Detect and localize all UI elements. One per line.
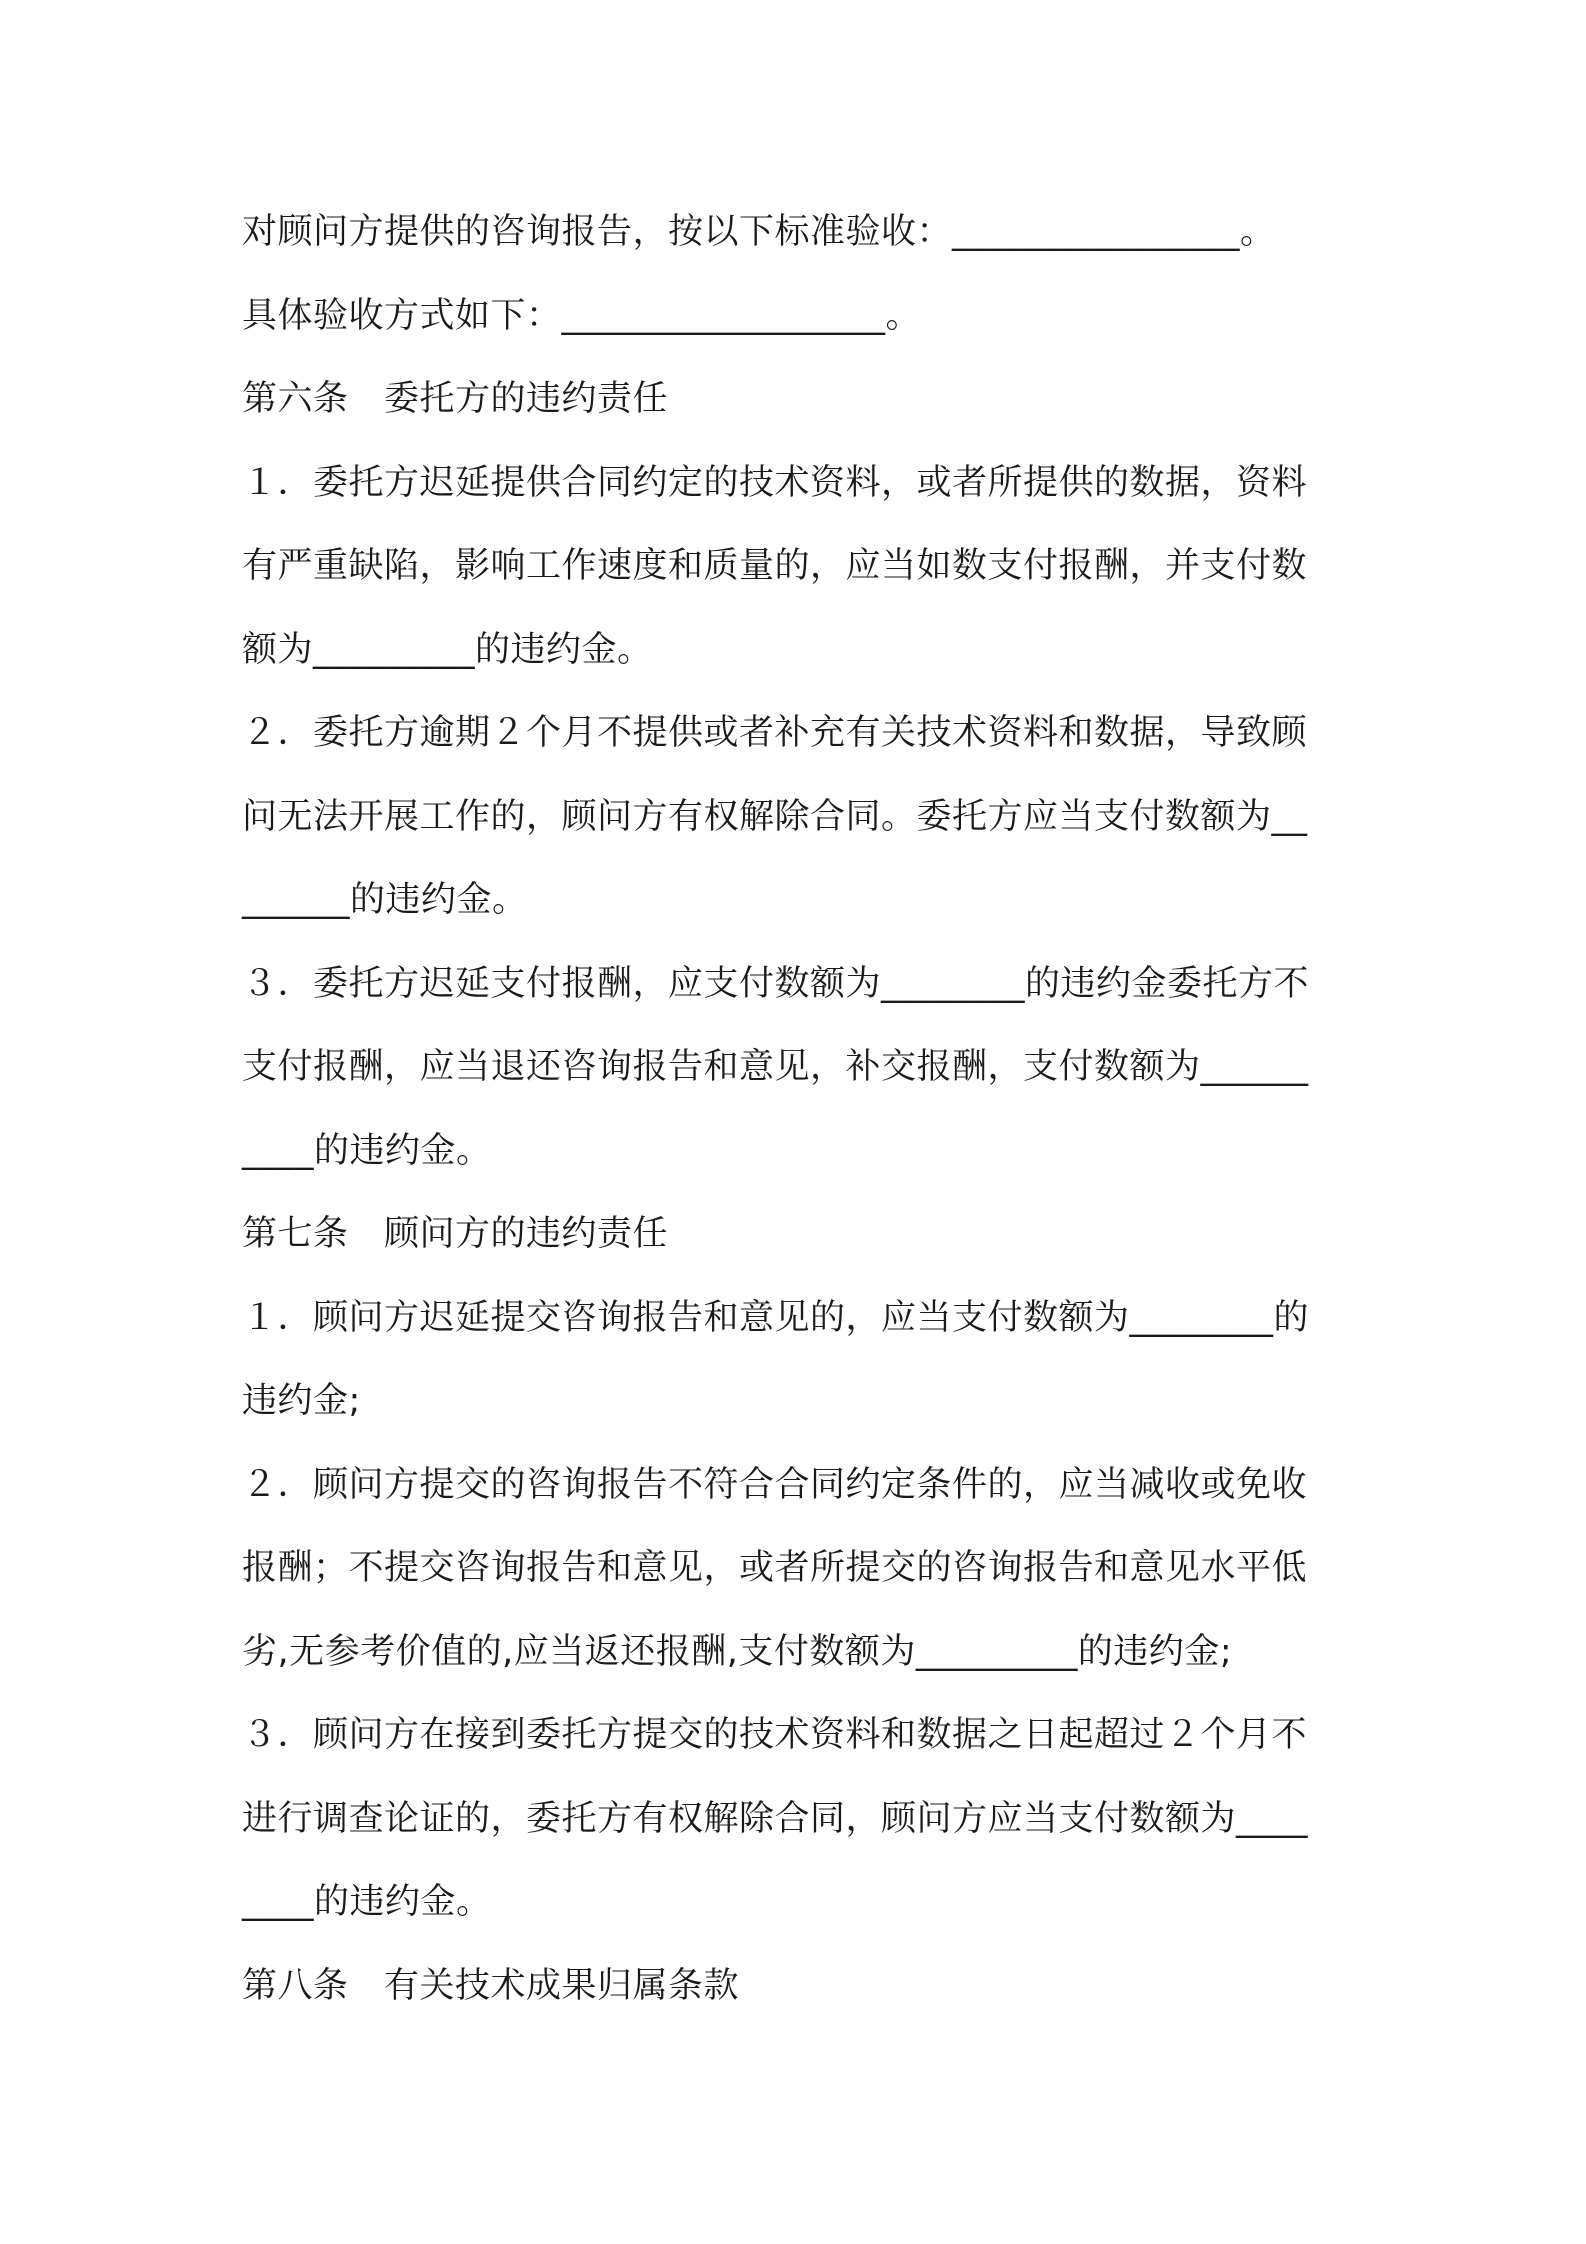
article-7-clause-2-line-1: ２．顾问方提交的咨询报告不符合合同约定条件的，应当减收或免收 — [242, 1464, 1308, 1505]
article-6-heading: 第六条 委托方的违约责任 — [242, 379, 669, 419]
article-8-heading: 第八条 有关技术成果归属条款 — [242, 1965, 740, 2006]
article-7-clause-2-line-2: 报酬；不提交咨询报告和意见，或者所提交的咨询报告和意见水平低 — [242, 1548, 1308, 1588]
acceptance-standard-line: 对顾问方提供的咨询报告，按以下标准验收：________________。 — [242, 212, 1276, 252]
document-page — [242, 196, 1357, 2033]
article-7-heading: 第七条 顾问方的违约责任 — [242, 1214, 669, 1254]
article-6-clause-1-line-2: 有严重缺陷，影响工作速度和质量的，应当如数支付报酬，并支付数 — [242, 546, 1308, 586]
article-7-clause-3-line-2: 进行调查论证的，委托方有权解除合同，顾问方应当支付数额为____ — [242, 1798, 1309, 1839]
article-6-clause-2-line-2: 问无法开展工作的，顾问方有权解除合同。委托方应当支付数额为__ — [242, 796, 1308, 837]
article-6-clause-2-line-1: ２．委托方逾期２个月不提供或者补充有关技术资料和数据，导致顾 — [242, 713, 1308, 753]
article-6-clause-1-line-1: １．委托方迟延提供合同约定的技术资料，或者所提供的数据，资料 — [242, 462, 1308, 503]
article-6-clause-3-line-3: ____的违约金。 — [242, 1130, 492, 1171]
article-6-clause-2-line-3: ______的违约金。 — [242, 880, 528, 920]
article-6-clause-1-line-3: 额为_________的违约金。 — [242, 629, 653, 670]
article-6-clause-3-line-2: 支付报酬，应当退还咨询报告和意见，补交报酬，支付数额为______ — [242, 1047, 1309, 1087]
article-6-clause-3-line-1: ３．委托方迟延支付报酬，应支付数额为________的违约金委托方不 — [242, 963, 1310, 1004]
article-7-clause-3-line-3: ____的违约金。 — [242, 1882, 492, 1922]
article-7-clause-1-line-2: 违约金; — [242, 1381, 361, 1421]
article-7-clause-2-line-3: 劣,无参考价值的,应当返还报酬,支付数额为_________的违约金; — [242, 1631, 1233, 1672]
article-7-clause-1-line-1: １．顾问方迟延提交咨询报告和意见的，应当支付数额为________的 — [242, 1297, 1310, 1338]
article-7-clause-3-line-1: ３．顾问方在接到委托方提交的技术资料和数据之日起超过２个月不 — [242, 1715, 1308, 1755]
acceptance-method-line: 具体验收方式如下：__________________。 — [242, 295, 922, 336]
